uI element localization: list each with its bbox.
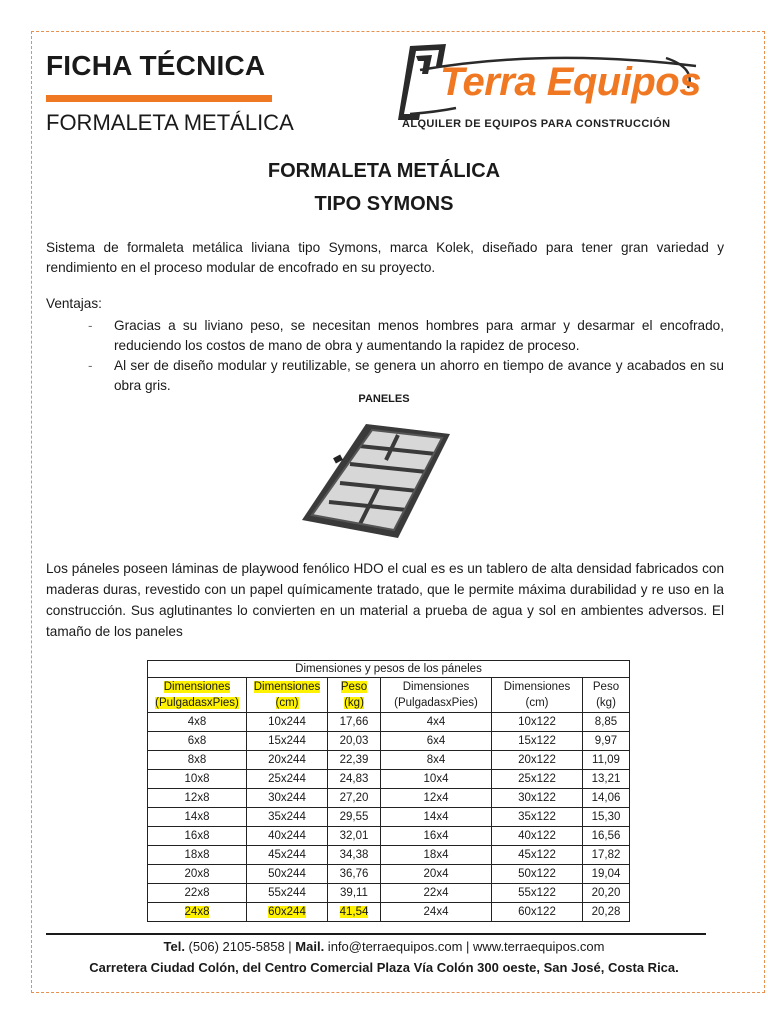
table-cell: 25x244 xyxy=(247,770,328,789)
table-cell: 24,83 xyxy=(328,770,381,789)
table-cell: 20x244 xyxy=(247,751,328,770)
table-cell: 39,11 xyxy=(328,884,381,903)
table-cell: 35x122 xyxy=(492,808,583,827)
bullet-dash: - xyxy=(88,318,93,333)
table-cell: 6x8 xyxy=(148,732,247,751)
metal-formwork-panel-image xyxy=(288,420,478,540)
table-cell: 55x122 xyxy=(492,884,583,903)
table-cell: 15x122 xyxy=(492,732,583,751)
bullet-dash: - xyxy=(88,358,93,373)
table-cell: 17,82 xyxy=(583,846,630,865)
footer-contact xyxy=(0,939,768,954)
table-cell: 16x8 xyxy=(148,827,247,846)
table-row-highlighted xyxy=(148,903,630,922)
table-cell: 19,04 xyxy=(583,865,630,884)
footer-divider xyxy=(46,933,706,935)
table-cell: 15,30 xyxy=(583,808,630,827)
table-cell: 9,97 xyxy=(583,732,630,751)
table-cell: 20x122 xyxy=(492,751,583,770)
table-header-row xyxy=(148,678,630,713)
table-row xyxy=(148,770,630,789)
terra-equipos-logo xyxy=(396,38,708,138)
table-cell: 14,06 xyxy=(583,789,630,808)
table-cell: 45x244 xyxy=(247,846,328,865)
table-cell: 40x122 xyxy=(492,827,583,846)
logo-tagline: ALQUILER DE EQUIPOS PARA CONSTRUCCIÓN xyxy=(402,118,671,130)
table-cell: 8,85 xyxy=(583,713,630,732)
table-cell: 12x8 xyxy=(148,789,247,808)
table-cell: 55x244 xyxy=(247,884,328,903)
table-cell: 22,39 xyxy=(328,751,381,770)
table-cell: 30x122 xyxy=(492,789,583,808)
header-dim-cm-244: Dimensiones (cm) xyxy=(247,678,328,713)
header-dim-inches-4ft: Dimensiones (PulgadasxPies) xyxy=(381,678,492,713)
table-cell: 18x8 xyxy=(148,846,247,865)
dimensions-table xyxy=(147,660,630,922)
advantage-text: Gracias a su liviano peso, se necesitan menos hombres para armar y desarmar el encofrado, reduciendo los costos de mano de obra y aumentando la rapidez de proceso. xyxy=(114,318,724,353)
document-title-type: TIPO SYMONS xyxy=(314,193,454,215)
table-cell: 20,20 xyxy=(583,884,630,903)
intro-paragraph: Sistema de formaleta metálica liviana tipo Symons, marca Kolek, diseñado para tener gran variedad y rendimiento en el proceso modular de encofrado en su proyecto. xyxy=(46,240,724,275)
advantage-text: Al ser de diseño modular y reutilizable, se genera un ahorro en tiempo de avance y acabados en su obra gris. xyxy=(114,358,724,393)
table-row xyxy=(148,732,630,751)
panels-description: Los páneles poseen láminas de playwood fenólico HDO el cual es es un tablero de alta densidad fabricados con maderas duras, revestido con un papel químicamente tratado, que le permite máxima durabilidad y re uso en la construcción. Sus aglutinantes lo convierten en un material a prueba de agua y sol en ambientes adversos. El tamaño de los paneles xyxy=(46,561,724,639)
table-cell: 40x244 xyxy=(247,827,328,846)
mail-label: Mail. xyxy=(295,939,325,954)
table-caption-row xyxy=(148,661,630,678)
table-cell: 10x244 xyxy=(247,713,328,732)
table-cell: 8x8 xyxy=(148,751,247,770)
table-row xyxy=(148,827,630,846)
table-cell: 10x4 xyxy=(381,770,492,789)
mail-web-value: info@terraequipos.com | www.terraequipos.com xyxy=(324,939,605,954)
table-cell: 14x4 xyxy=(381,808,492,827)
table-cell: 27,20 xyxy=(328,789,381,808)
header-dim-cm-122: Dimensiones (cm) xyxy=(492,678,583,713)
table-cell: 20x8 xyxy=(148,865,247,884)
table-cell: 36,76 xyxy=(328,865,381,884)
table-cell: 32,01 xyxy=(328,827,381,846)
table-cell: 50x244 xyxy=(247,865,328,884)
tel-label: Tel. xyxy=(163,939,185,954)
table-row xyxy=(148,751,630,770)
page-subtitle: FORMALETA METÁLICA xyxy=(46,110,294,135)
footer-address: Carretera Ciudad Colón, del Centro Comercial Plaza Vía Colón 300 oeste, San José, Costa Rica. xyxy=(89,960,679,975)
advantages-label: Ventajas: xyxy=(46,296,102,311)
header-weight-kg-8ft: Peso (kg) xyxy=(328,678,381,713)
table-cell: 22x8 xyxy=(148,884,247,903)
table-cell: 18x4 xyxy=(381,846,492,865)
header-dim-inches-8ft: Dimensiones (PulgadasxPies) xyxy=(148,678,247,713)
table-caption: Dimensiones y pesos de los páneles xyxy=(148,661,630,678)
table-row xyxy=(148,713,630,732)
table-cell: 17,66 xyxy=(328,713,381,732)
table-cell: 20,28 xyxy=(583,903,630,922)
tel-value: (506) 2105-5858 | xyxy=(184,939,296,954)
table-cell: 50x122 xyxy=(492,865,583,884)
header-weight-kg-4ft: Peso (kg) xyxy=(583,678,630,713)
list-item xyxy=(88,356,724,396)
table-cell: 14x8 xyxy=(148,808,247,827)
table-cell: 10x122 xyxy=(492,713,583,732)
title-underline-bar xyxy=(46,95,272,102)
table-cell: 35x244 xyxy=(247,808,328,827)
table-cell: 13,21 xyxy=(583,770,630,789)
table-cell: 25x122 xyxy=(492,770,583,789)
table-cell: 8x4 xyxy=(381,751,492,770)
table-cell: 12x4 xyxy=(381,789,492,808)
page-title: FICHA TÉCNICA xyxy=(46,50,266,81)
table-cell: 10x8 xyxy=(148,770,247,789)
table-cell: 4x8 xyxy=(148,713,247,732)
table-cell: 60x244 xyxy=(247,903,328,922)
table-cell: 29,55 xyxy=(328,808,381,827)
panels-heading: PANELES xyxy=(358,393,410,405)
table-row xyxy=(148,865,630,884)
table-cell: 45x122 xyxy=(492,846,583,865)
table-cell: 41,54 xyxy=(328,903,381,922)
table-cell: 15x244 xyxy=(247,732,328,751)
table-cell: 16,56 xyxy=(583,827,630,846)
table-cell: 16x4 xyxy=(381,827,492,846)
table-cell: 24x8 xyxy=(148,903,247,922)
table-cell: 20x4 xyxy=(381,865,492,884)
table-cell: 34,38 xyxy=(328,846,381,865)
table-cell: 30x244 xyxy=(247,789,328,808)
advantages-list xyxy=(88,316,724,396)
list-item xyxy=(88,316,724,356)
table-cell: 4x4 xyxy=(381,713,492,732)
table-cell: 60x122 xyxy=(492,903,583,922)
table-row xyxy=(148,789,630,808)
table-row xyxy=(148,808,630,827)
table-row xyxy=(148,846,630,865)
table-row xyxy=(148,884,630,903)
logo-wordmark: Terra Equipos xyxy=(440,60,701,104)
table-cell: 6x4 xyxy=(381,732,492,751)
table-cell: 11,09 xyxy=(583,751,630,770)
table-cell: 24x4 xyxy=(381,903,492,922)
table-cell: 20,03 xyxy=(328,732,381,751)
document-title: FORMALETA METÁLICA xyxy=(267,160,501,182)
table-cell: 22x4 xyxy=(381,884,492,903)
